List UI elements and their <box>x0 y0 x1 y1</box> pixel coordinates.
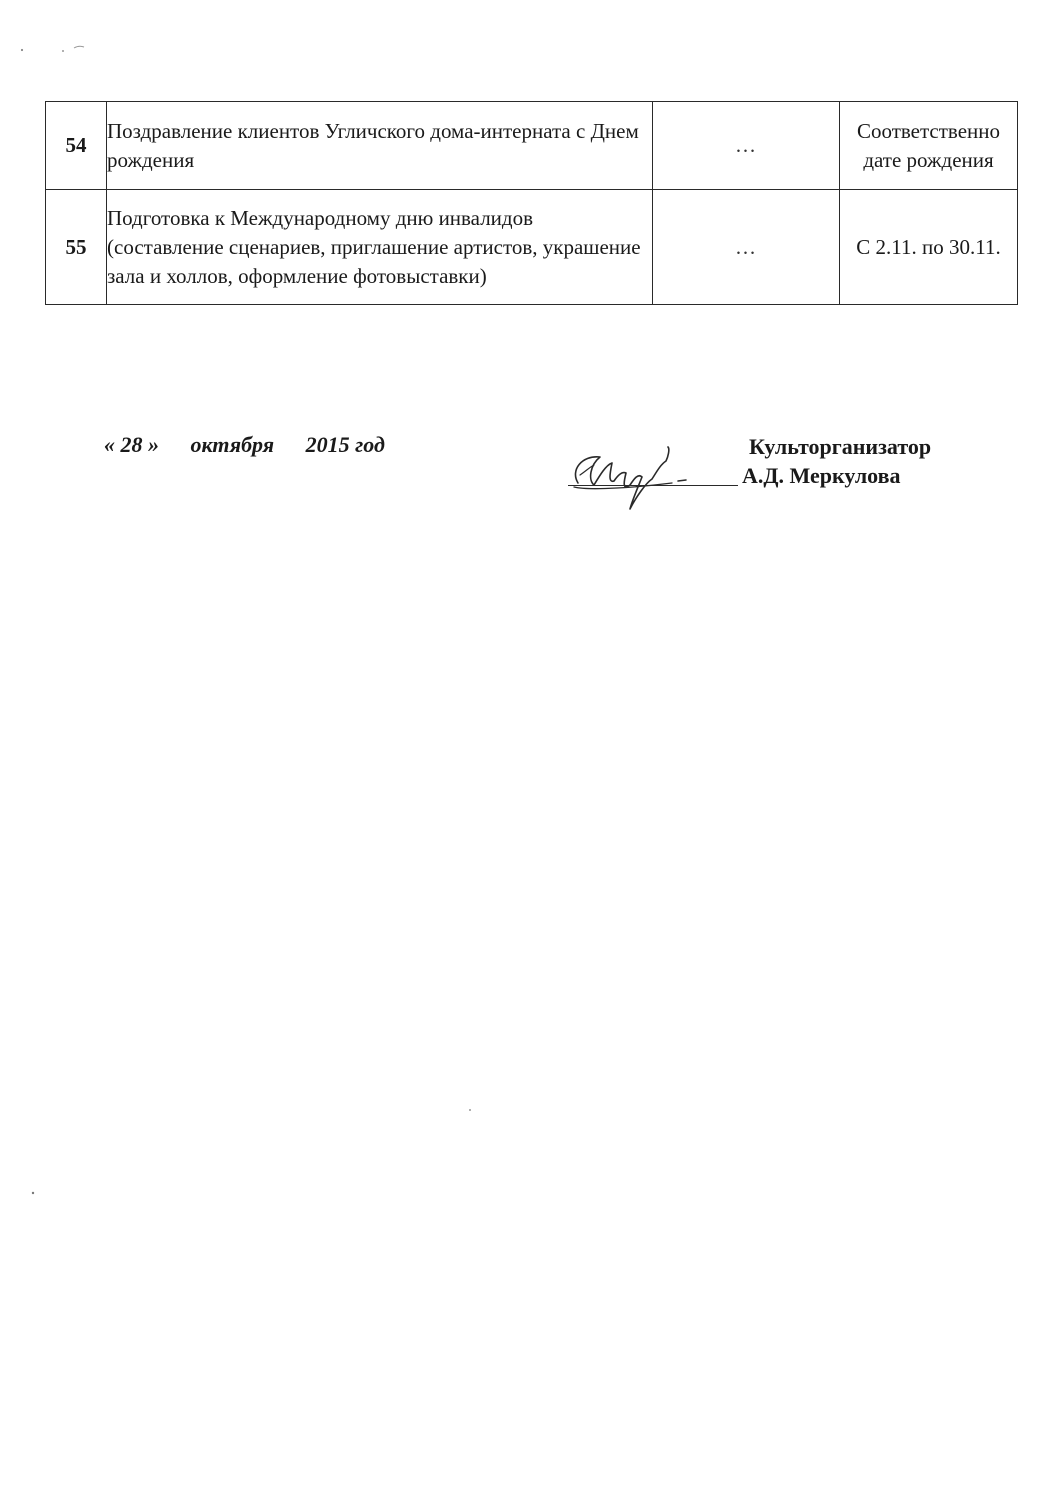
table-row <box>46 190 1018 305</box>
event-description: Поздравление клиентов Угличского дома-интерната с Днем рождения <box>107 102 653 190</box>
event-description: Подготовка к Международному дню инвалидов (составление сценариев, приглашение артистов, украшение зала и холлов, оформление фотовыставки) <box>107 190 653 305</box>
table-row <box>46 102 1018 190</box>
signer-name: А.Д. Меркулова <box>742 463 901 488</box>
event-date: С 2.11. по 30.11. <box>840 190 1018 305</box>
signer-position: Культорганизатор <box>749 434 932 459</box>
responsible-cell: … <box>653 190 840 305</box>
date-day: « 28 » <box>104 432 159 457</box>
signature-line <box>568 485 738 486</box>
row-number: 55 <box>46 190 107 305</box>
event-date: Соответственно дате рождения <box>840 102 1018 190</box>
responsible-cell: … <box>653 102 840 190</box>
date-year: 2015 год <box>305 432 385 457</box>
date-month: октября <box>190 432 275 457</box>
document-date <box>104 432 385 458</box>
row-number: 54 <box>46 102 107 190</box>
signature-icon <box>560 435 735 515</box>
events-table <box>45 101 1018 305</box>
